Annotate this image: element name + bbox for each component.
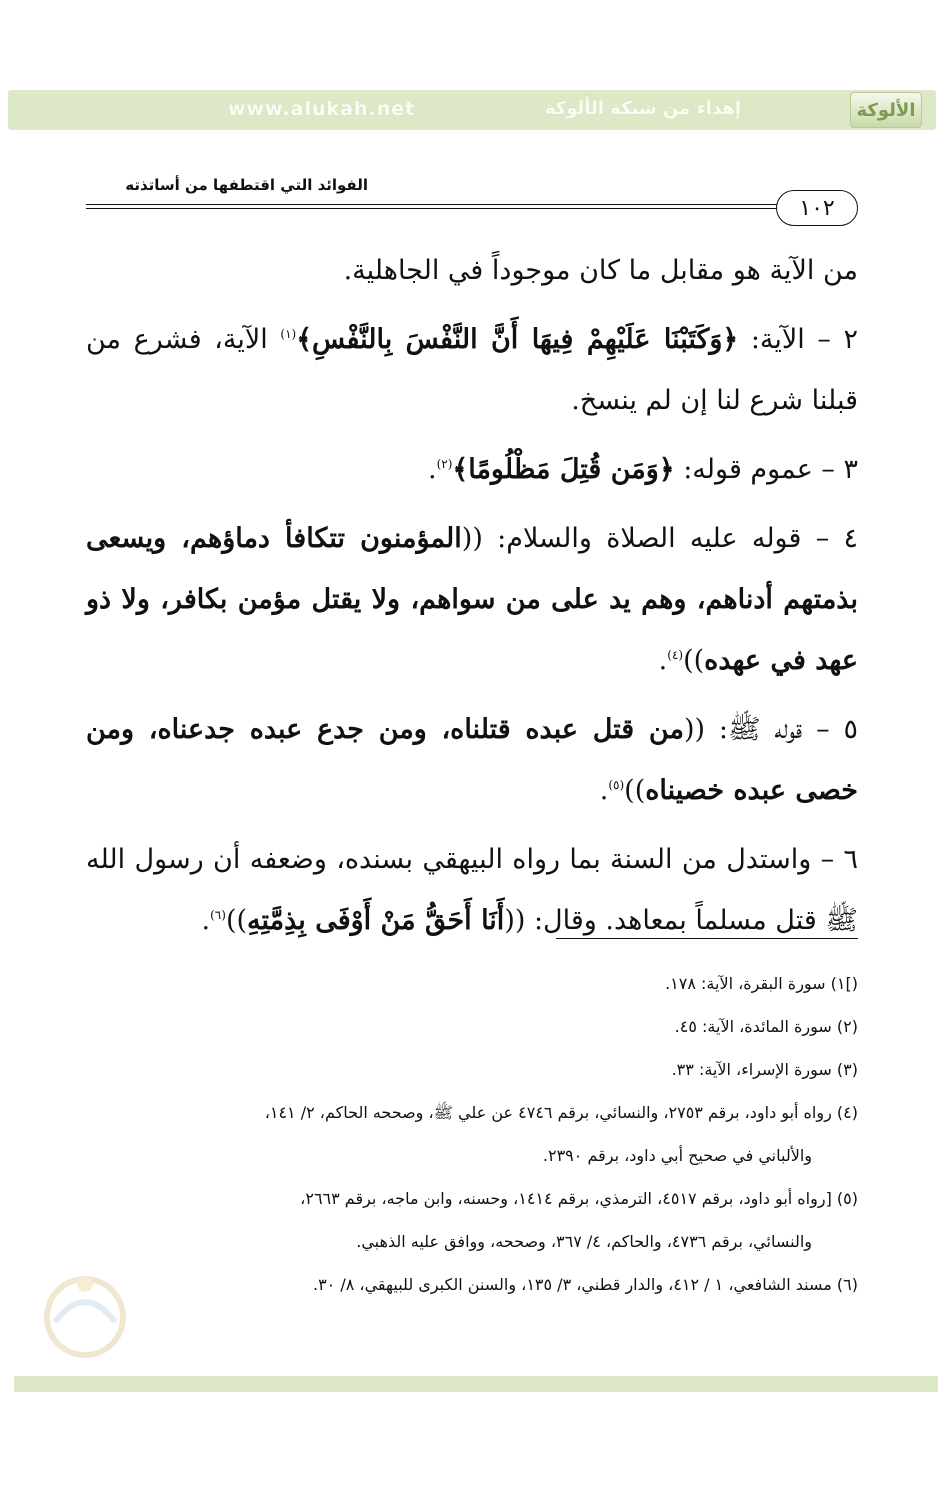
footnote-ref-6[interactable]: (٦): [210, 908, 226, 922]
footnote-ref-2[interactable]: (٢): [436, 457, 453, 471]
p5-suffix: .: [201, 905, 211, 936]
hadith-text-2: من قتل عبده قتلناه، ومن جدع عبده جدعناه، ومن خصى عبده خصيناه: [86, 714, 858, 806]
p5-prefix: ٦ – واستدل من السنة بما رواه البيهقي بسنده، وضعفه أن رسول الله ﷺ قتل مسلماً بمعاهد. وقال: ((: [86, 844, 858, 936]
running-title: الفوائد التي اقتطفها من أساتذته: [125, 176, 368, 194]
footnote-ref-1[interactable]: (١): [280, 327, 297, 341]
quran-verse-2: ﴿وَمَن قُتِلَ مَظْلُومًا﴾: [452, 454, 675, 485]
paragraph-2: [86, 439, 858, 500]
paragraph-1: [86, 309, 858, 431]
footnote-ref-5[interactable]: (٥): [608, 778, 625, 792]
banner-url[interactable]: www.alukah.net: [228, 98, 416, 120]
p2-suffix: .: [428, 454, 437, 485]
footnote-5: (٥) [رواه أبو داود، برقم ٤٥١٧، الترمذي، برقم ١٤١٤، وحسنه، وابن ماجه، برقم ٢٦٦٣،: [300, 1189, 858, 1208]
footer-bar: [14, 1376, 938, 1392]
paragraph-5: [86, 829, 858, 951]
page-number: ١٠٢: [776, 190, 858, 226]
footnote-ref-4[interactable]: (٤): [667, 648, 684, 662]
main-text: [86, 240, 858, 959]
footnote-6: (٦) مسند الشافعي، ١ / ٤١٢، والدار قطني، ٣/ ١٣٥، والسنن الكبرى للبيهقي، ٨/ ٣٠.: [312, 1275, 858, 1294]
footnote-1: (]١) سورة البقرة، الآية: ١٧٨.: [665, 974, 858, 993]
footnote-5-continued: والنسائي، برقم ٤٧٣٦، والحاكم، ٤/ ٣٦٧، وصححه، ووافق عليه الذهبي.: [356, 1232, 812, 1251]
paragraph-3: [86, 508, 858, 691]
footnote-2: (٢) سورة المائدة، الآية: ٤٥.: [674, 1017, 858, 1036]
header-rule: [86, 204, 786, 205]
footnote-4: (٤) رواه أبو داود، برقم ٢٧٥٣، والنسائي، برقم ٤٧٤٦ عن علي ﷺ، وصححه الحاكم، ٢/ ١٤١،: [264, 1103, 858, 1122]
watermark-logo: [30, 1262, 140, 1362]
p1-suffix: الآية، فشرع من قبلنا شرع لنا إن لم ينسخ.: [86, 324, 858, 416]
p4-prefix: ٥ – قوله ﷺ: ((: [683, 714, 858, 745]
hadith-text-3: أَنَا أَحَقُّ مَنْ أَوْفَى بِذِمَّتِهِ: [247, 905, 505, 936]
banner-title: إهداء من شبكة الألوكة: [544, 98, 741, 119]
paragraph-0: [86, 240, 858, 301]
p4-suffix: .: [599, 775, 609, 806]
footnote-4-continued: والألباني في صحيح أبي داود، برقم ٢٣٩٠.: [542, 1146, 812, 1165]
header-rule-thin: [86, 208, 786, 209]
p3-suffix: .: [658, 645, 668, 676]
alukah-logo: [850, 90, 922, 130]
p1-prefix: ٢ – الآية:: [738, 324, 858, 355]
footnotes: [82, 962, 858, 1306]
paragraph-0-text: من الآية هو مقابل ما كان موجوداً في الجاهلية.: [343, 255, 858, 286]
footnote-3: (٣) سورة الإسراء، الآية: ٣٣.: [671, 1060, 858, 1079]
footnote-separator: [556, 938, 858, 939]
p2-prefix: ٣ – عموم قوله:: [674, 454, 858, 485]
quran-verse-1: ﴿وَكَتَبْنَا عَلَيْهِمْ فِيهَا أَنَّ النَّفْسَ بِالنَّفْسِ﴾: [296, 324, 739, 355]
p3-prefix: ٤ – قوله عليه الصلاة والسلام: ((: [461, 523, 859, 554]
logo-badge: الألوكة: [850, 92, 922, 128]
alukah-banner: [8, 90, 936, 130]
p5-close: )): [225, 905, 248, 936]
paragraph-4: [86, 699, 858, 821]
hadith-text-1: المؤمنون تتكافأ دماؤهم، ويسعى بذمتهم أدناهم، وهم يد على من سواهم، ولا يقتل مؤمن بكافر، ولا ذو عهد في عهده: [86, 523, 858, 676]
p3-close: )): [683, 645, 705, 676]
p4-close: )): [624, 775, 646, 806]
